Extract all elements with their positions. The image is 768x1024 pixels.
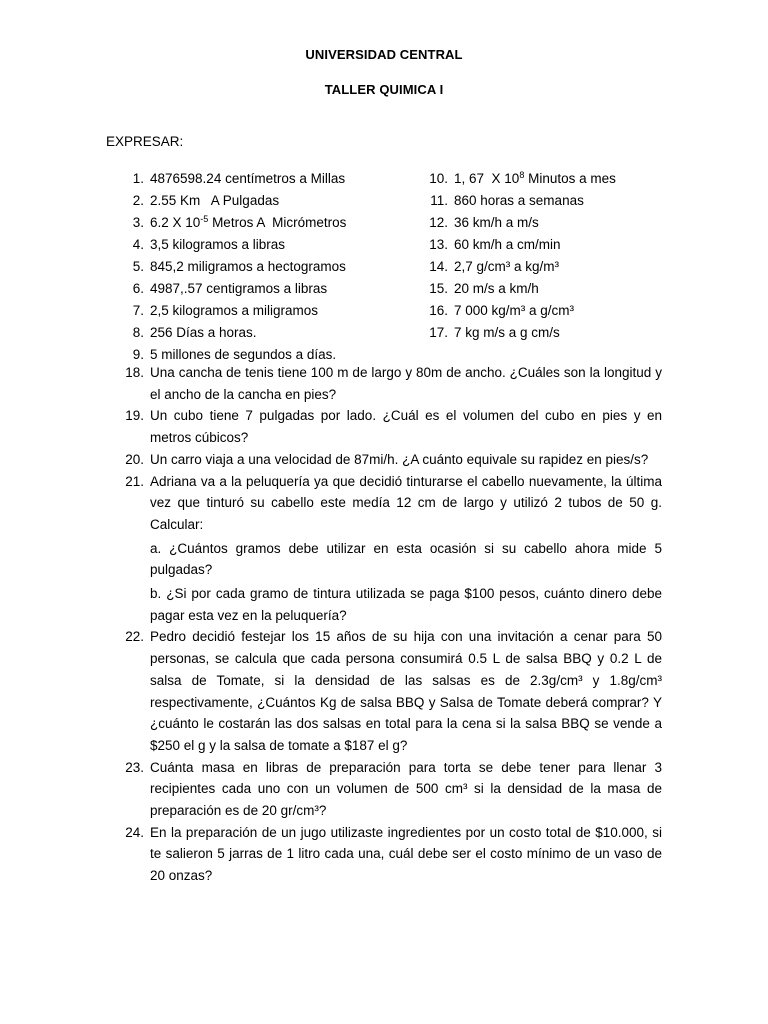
problem-number: 21. (125, 473, 144, 489)
item-text: 7 kg m/s a g cm/s (454, 325, 560, 340)
problem-text: Una cancha de tenis tiene 100 m de largo y 80m de ancho. ¿Cuáles son la longitud y el ancho de la cancha en pies? (150, 365, 662, 402)
item-number: 4. (132, 237, 144, 252)
list-item (106, 234, 396, 256)
item-number: 3. (132, 215, 144, 230)
list-item (404, 300, 664, 322)
item-number: 13. (429, 237, 448, 252)
item-text: 4876598.24 centímetros a Millas (150, 171, 346, 186)
exponent: 8 (519, 170, 525, 180)
item-number: 1. (132, 171, 144, 186)
item-text-after: Minutos a mes (524, 171, 616, 186)
problem-item (106, 362, 662, 405)
problem-item (106, 405, 662, 448)
problem-number: 19. (125, 408, 144, 424)
item-text: 2,5 kilogramos a miligramos (150, 303, 319, 318)
list-item (404, 278, 664, 300)
item-text: 256 Días a horas. (150, 325, 257, 340)
item-number: 15. (429, 281, 448, 296)
list-item (106, 278, 396, 300)
item-number: 10. (429, 171, 448, 186)
problem-number: 18. (125, 365, 144, 380)
list-item (404, 322, 664, 344)
item-text: 4987,.57 centigramos a libras (150, 281, 328, 296)
problem-item (106, 626, 662, 756)
sub-question-b: b. ¿Si por cada gramo de tintura utilizada se paga $100 pesos, cuánto dinero debe pagar esta vez en la peluquería? (150, 586, 662, 623)
item-text: 860 horas a semanas (454, 193, 584, 208)
item-number: 5. (132, 259, 144, 274)
problem-item (106, 449, 662, 471)
item-number: 9. (132, 347, 144, 362)
item-text: 60 km/h a cm/min (454, 237, 561, 252)
list-item (106, 168, 396, 190)
university-title: UNIVERSIDAD CENTRAL (305, 47, 463, 62)
item-text: 5 millones de segundos a días. (150, 347, 337, 362)
section-label: EXPRESAR: (106, 134, 184, 149)
item-text (150, 212, 396, 234)
list-item (404, 234, 664, 256)
item-number: 16. (429, 303, 448, 318)
problem-body (150, 471, 662, 627)
item-text: 3,5 kilogramos a libras (150, 237, 286, 252)
list-item (106, 322, 396, 344)
list-item (404, 190, 664, 212)
problem-text: Pedro decidió festejar los 15 años de su hija con una invitación a cenar para 50 personas, se calcula que cada persona consumirá 0.5 L de salsa BBQ y 0.2 L de salsa de Tomate, si la densidad de las salsas es de 2.3g/cm³ y 1.8g/cm³ respectivamente, ¿Cuántos Kg de salsa BBQ y Salsa de Tomate deberá comprar? Y ¿cuánto le costarán las dos salsas en total para la cena si la salsa BBQ se vende a $250 el g y la salsa de tomate a $187 el g? (150, 629, 662, 753)
item-text (454, 168, 664, 190)
problem-text: Un carro viaja a una velocidad de 87mi/h. ¿A cuánto equivale su rapidez en pies/s? (150, 451, 649, 467)
item-number: 12. (429, 215, 448, 230)
item-text-after: Metros A Micrómetros (208, 215, 347, 230)
list-item (404, 212, 664, 234)
item-number: 7. (132, 303, 144, 318)
item-number: 17. (429, 325, 448, 340)
item-text: 36 km/h a m/s (454, 215, 539, 230)
item-number: 14. (429, 259, 448, 274)
item-text: 20 m/s a km/h (454, 281, 539, 296)
list-item (404, 256, 664, 278)
list-item (106, 300, 396, 322)
problem-item (106, 822, 662, 887)
list-item (404, 168, 664, 190)
item-number: 8. (132, 325, 144, 340)
problem-item (106, 471, 662, 627)
problem-item (106, 757, 662, 822)
problem-number: 22. (125, 629, 144, 645)
sub-question-a: a. ¿Cuántos gramos debe utilizar en esta ocasión si su cabello ahora mide 5 pulgadas? (150, 540, 662, 578)
right-exercise-list (404, 168, 664, 344)
left-exercise-list (106, 168, 396, 366)
problem-text: Adriana va a la peluquería ya que decidió tinturarse el cabello nuevamente, la última vez que tinturó su cabello este medía 12 cm de largo y utilizó 2 tubos de 50 g. Calcular: (150, 473, 662, 532)
exponent: -5 (200, 214, 209, 224)
problem-number: 23. (125, 759, 144, 775)
problem-text: Cuánta masa en libras de preparación para torta se debe tener para llenar 3 recipientes cada uno con un volumen de 500 cm³ si la densidad de la masa de preparación es de 20 gr/cm³? (150, 759, 662, 819)
problem-number: 24. (125, 824, 144, 840)
item-text: 2.55 Km A Pulgadas (150, 193, 280, 208)
word-problems (106, 362, 662, 887)
item-text-before: 6.2 X 10 (150, 215, 201, 230)
list-item (106, 256, 396, 278)
item-number: 6. (132, 281, 144, 296)
problem-number: 20. (125, 451, 144, 467)
problem-text: Un cubo tiene 7 pulgadas por lado. ¿Cuál es el volumen del cubo en pies y en metros cúbicos? (150, 408, 662, 446)
course-title: TALLER QUIMICA I (324, 82, 444, 97)
item-text-before: 1, 67 X 10 (454, 171, 520, 186)
item-text: 7 000 kg/m³ a g/cm³ (454, 303, 575, 318)
problem-text: En la preparación de un jugo utilizaste ingredientes por un costo total de $10.000, si te salieron 5 jarras de 1 litro cada una, cuál debe ser el costo mínimo de un vaso de 20 onzas? (150, 824, 662, 884)
item-number: 11. (430, 193, 448, 208)
list-item (106, 212, 396, 234)
item-text: 2,7 g/cm³ a kg/m³ (454, 259, 560, 274)
list-item (106, 190, 396, 212)
item-number: 2. (132, 193, 144, 208)
item-text: 845,2 miligramos a hectogramos (150, 259, 346, 274)
